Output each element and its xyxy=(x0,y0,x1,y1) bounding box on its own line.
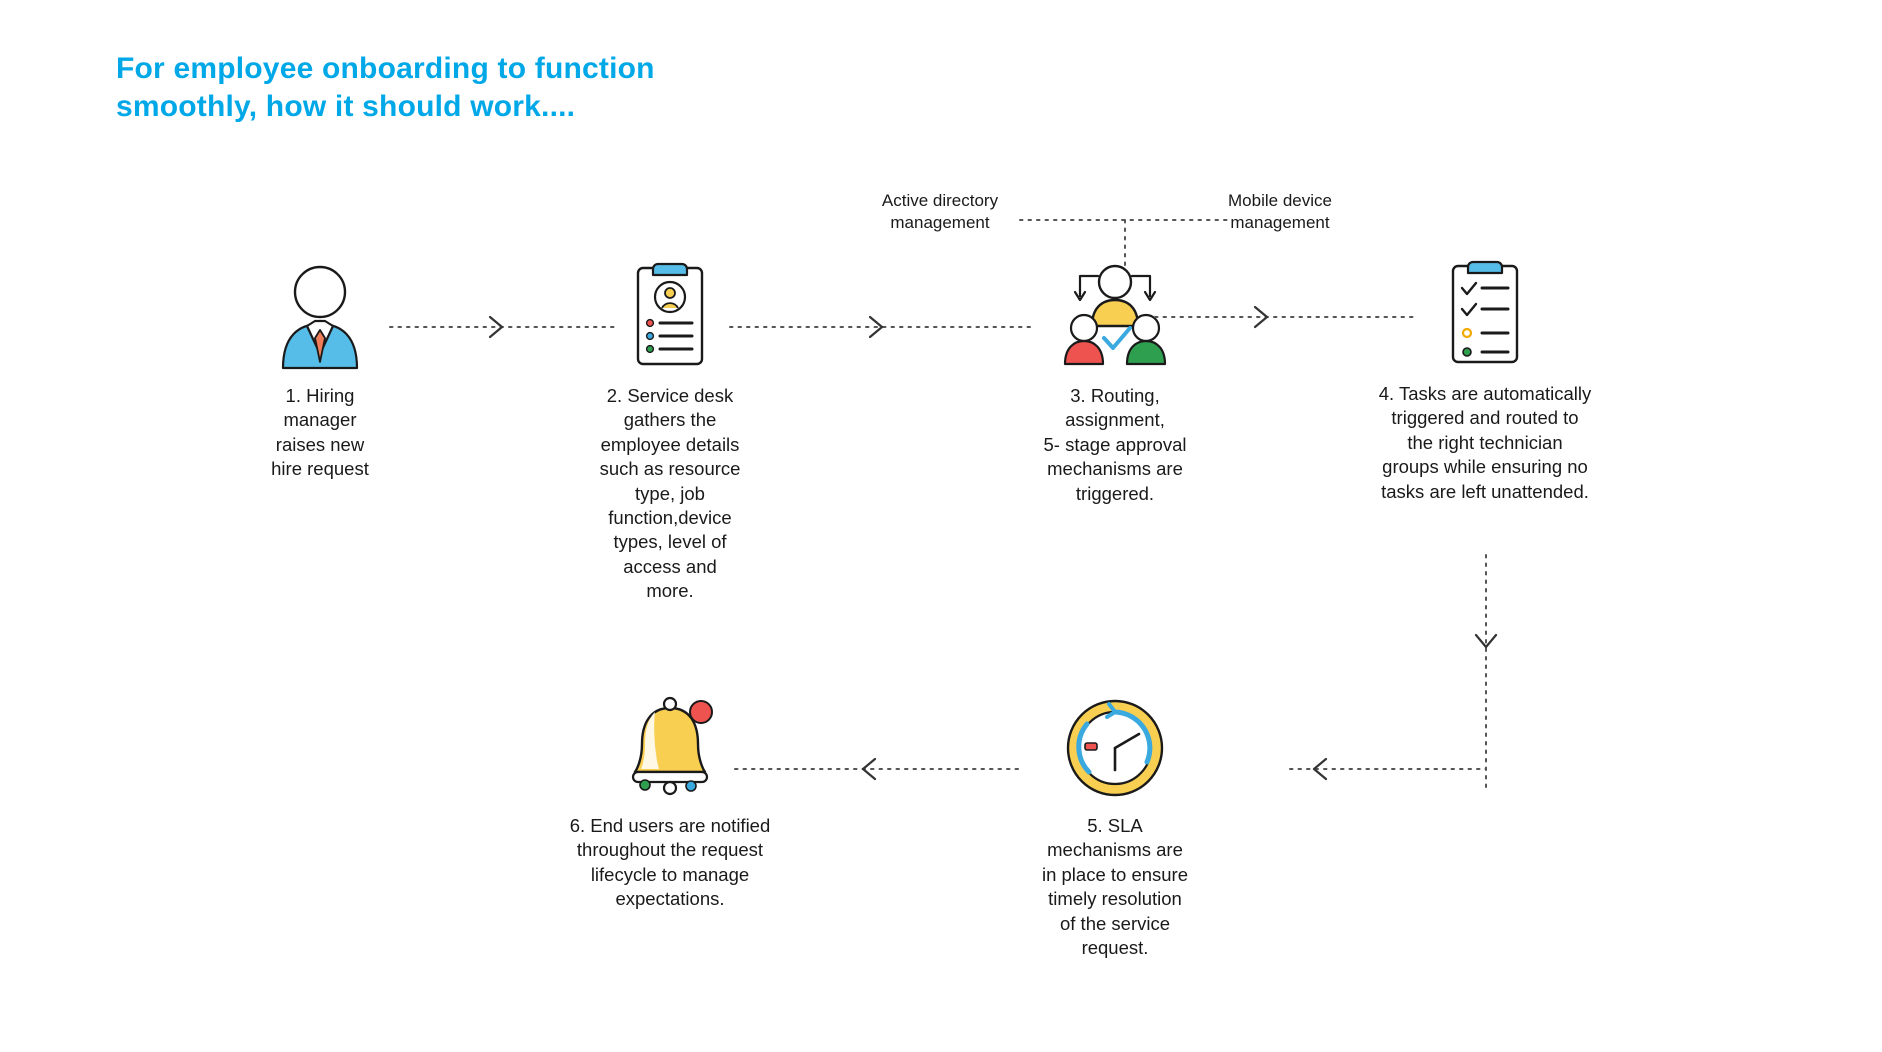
step-1-caption-line-2: manager xyxy=(283,409,357,431)
step-2-caption xyxy=(555,384,785,604)
step-6-node xyxy=(530,690,810,912)
step-6-caption-line-3: lifecycle to manage xyxy=(590,863,750,885)
step-6-caption-line-2: throughout the request xyxy=(576,839,764,861)
step-3-caption-line-3: 5- stage approval xyxy=(1043,433,1187,455)
step-2-node xyxy=(555,250,785,604)
step-4-caption-line-4: groups while ensuring no xyxy=(1382,456,1588,478)
step-3-caption xyxy=(1000,384,1230,506)
step-4-caption xyxy=(1340,382,1630,504)
step-3-caption-line-4: mechanisms are xyxy=(1047,458,1183,480)
step-5-caption xyxy=(1000,814,1230,960)
step-4-icon-wrap xyxy=(1340,248,1630,368)
step-2-caption-line-3: employee details xyxy=(600,433,740,455)
step-4-caption-line-3: the right technician xyxy=(1407,431,1563,453)
step-2-caption-line-9: more. xyxy=(646,580,694,602)
page-title xyxy=(116,50,876,127)
step-3-node xyxy=(1000,250,1230,506)
step-6-icon-wrap xyxy=(530,690,810,800)
step-1-caption-line-4: hire request xyxy=(271,458,369,480)
page-title-line-1: For employee onboarding to function xyxy=(116,52,655,85)
step-2-caption-line-6: function,device xyxy=(608,507,732,529)
step-6-caption-line-1: 6. End users are notified xyxy=(569,815,771,836)
step-1-caption xyxy=(200,384,440,482)
connector-step-2-to-3 xyxy=(730,315,1040,339)
step-6-caption xyxy=(530,814,810,912)
step-5-caption-line-1: 5. SLA xyxy=(1087,815,1143,836)
step-5-caption-line-3: in place to ensure xyxy=(1041,863,1189,885)
annotation-mdm-line-2: management xyxy=(1230,213,1330,233)
step-1-caption-line-3: raises new xyxy=(275,433,365,455)
step-5-node xyxy=(1000,690,1230,960)
step-4-caption-line-5: tasks are left unattended. xyxy=(1381,480,1589,502)
step-2-caption-line-4: such as resource xyxy=(599,458,741,480)
step-3-caption-line-1: 3. Routing, xyxy=(1070,385,1160,406)
step-5-caption-line-6: request. xyxy=(1081,937,1149,959)
step-2-caption-line-8: access and xyxy=(623,555,717,577)
sla-clock-icon xyxy=(1057,690,1173,800)
step-4-node xyxy=(1340,248,1630,504)
annotation-ad-line-1: Active directory xyxy=(881,191,999,210)
step-1-caption-line-1: 1. Hiring xyxy=(285,385,355,406)
step-5-caption-line-2: mechanisms are xyxy=(1047,839,1183,861)
annotation-mdm-line-1: Mobile device xyxy=(1228,191,1332,210)
step-4-caption-line-1: 4. Tasks are automatically xyxy=(1378,383,1592,404)
step-2-caption-line-2: gathers the xyxy=(623,409,717,431)
annotation-ad-line-2: management xyxy=(890,213,990,233)
notification-bell-icon xyxy=(615,690,725,800)
step-2-icon-wrap xyxy=(555,250,785,370)
step-4-caption-line-2: triggered and routed to xyxy=(1391,407,1579,429)
checklist-tasks-icon xyxy=(1435,248,1535,368)
service-desk-form-icon xyxy=(620,250,720,370)
step-1-node xyxy=(200,250,440,482)
step-5-caption-line-4: timely resolution xyxy=(1048,888,1182,910)
step-6-caption-line-4: expectations. xyxy=(615,888,725,910)
step-2-caption-line-5: type, job xyxy=(635,482,705,504)
step-3-caption-line-5: triggered. xyxy=(1075,482,1155,504)
step-2-caption-line-1: 2. Service desk xyxy=(606,385,734,406)
step-2-caption-line-7: types, level of xyxy=(613,531,727,553)
step-3-caption-line-2: assignment, xyxy=(1065,409,1165,431)
connector-elbow-to-step-5 xyxy=(1290,757,1490,781)
step-5-icon-wrap xyxy=(1000,690,1230,800)
step-1-icon-wrap xyxy=(200,250,440,370)
hiring-manager-icon xyxy=(265,250,375,370)
page-title-line-2: smoothly, how it should work.... xyxy=(116,90,576,124)
step-5-caption-line-5: of the service xyxy=(1059,912,1171,934)
